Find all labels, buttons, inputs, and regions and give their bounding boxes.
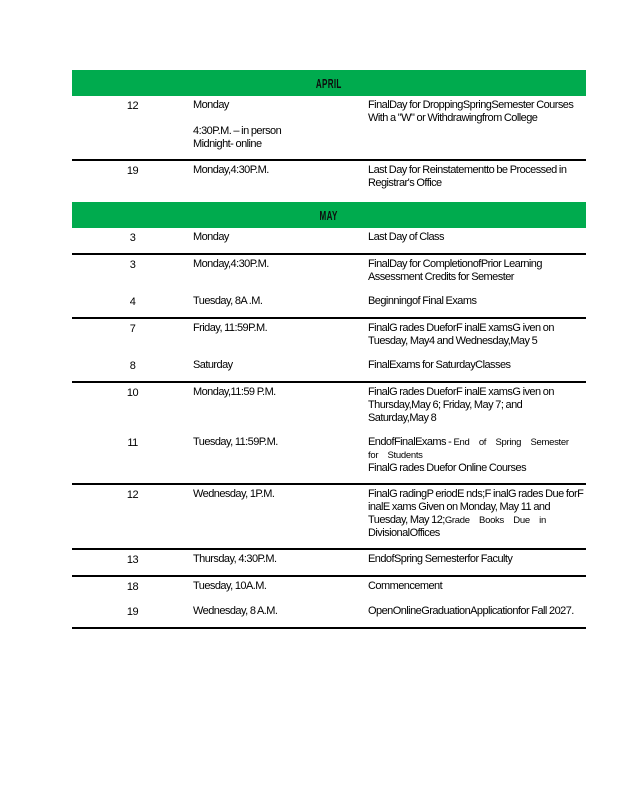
day-cell <box>193 295 368 309</box>
section-title: APRIL <box>316 75 342 91</box>
day-line: Tuesday, 8A .M. <box>193 295 263 307</box>
day-cell <box>193 553 368 567</box>
description-text: EndofFinalExams - <box>368 436 454 448</box>
date-cell: 12 <box>126 100 139 112</box>
table-row <box>72 96 586 159</box>
table-row <box>72 575 586 602</box>
section-title: MAY <box>319 207 339 223</box>
date-cell: 11 <box>127 437 138 449</box>
date-cell: 10 <box>126 387 139 399</box>
day-cell <box>193 580 368 594</box>
table-row <box>72 483 586 548</box>
date-cell: 12 <box>126 489 139 501</box>
table-row <box>72 548 586 575</box>
description-text: DivisionalOffices <box>368 527 440 539</box>
day-line: Monday,11:59 P.M. <box>193 386 276 398</box>
day-line: 4:30P.M. – in person <box>193 125 282 137</box>
date-cell: 3 <box>129 232 136 244</box>
table-row <box>72 381 586 433</box>
day-cell <box>193 386 368 425</box>
day-cell <box>193 488 368 540</box>
description-cell <box>368 488 586 540</box>
calendar-table <box>72 70 586 629</box>
table-bottom-rule <box>72 627 586 629</box>
description-text: FinalDay for DroppingSpringSemester Courses With a "W" or Withdrawingfrom College <box>368 99 574 124</box>
date-cell: 3 <box>129 259 136 271</box>
day-line: Thursday, 4:30P.M. <box>193 553 277 565</box>
description-text: Grade Books Due in <box>444 515 546 526</box>
table-row <box>72 356 586 381</box>
description-cell <box>368 605 586 619</box>
table-row <box>72 317 586 356</box>
table-row <box>72 292 586 317</box>
table-row <box>72 253 586 292</box>
day-line: Wednesday, 1P.M. <box>193 488 275 500</box>
day-line: Midnight- online <box>193 138 262 150</box>
day-line: Wednesday, 8 A.M. <box>193 605 278 617</box>
date-cell: 19 <box>126 606 139 618</box>
table-row <box>72 602 586 627</box>
description-text: Last Day of Class <box>368 231 444 243</box>
date-cell: 8 <box>129 360 136 372</box>
description-cell <box>368 359 586 373</box>
day-cell <box>193 99 368 151</box>
table-row <box>72 228 586 253</box>
day-line: Friday, 11:59P.M. <box>193 322 268 334</box>
table-row <box>72 433 586 483</box>
description-cell <box>368 553 586 567</box>
description-text: OpenOnlineGraduationApplicationfor Fall 2027. <box>368 605 574 617</box>
description-text: EndofSpring Semesterfor Faculty <box>368 553 513 565</box>
day-cell <box>193 605 368 619</box>
day-line: Monday,4:30P.M. <box>193 164 269 176</box>
calendar-section-may <box>72 202 586 627</box>
day-line: Tuesday, 11:59P.M. <box>193 436 278 448</box>
description-text: FinalG rades DueforF inalE xamsG iven on Tuesday, May4 and Wednesday,May 5 <box>368 322 554 347</box>
day-cell <box>193 322 368 348</box>
date-cell: 4 <box>129 296 136 308</box>
date-cell: 18 <box>126 581 139 593</box>
day-cell <box>193 436 368 475</box>
description-cell <box>368 580 586 594</box>
description-text: FinalDay for CompletionofPrior Learning Assessment Credits for Semester <box>368 258 542 283</box>
description-cell <box>368 258 586 284</box>
description-cell <box>368 231 586 245</box>
day-line: Monday,4:30P.M. <box>193 258 269 270</box>
description-text: Last Day for Reinstatementto be Processed in Registrar's Office <box>368 164 567 189</box>
table-row <box>72 159 586 198</box>
calendar-section-april <box>72 70 586 198</box>
description-cell <box>368 295 586 309</box>
section-header-april <box>72 70 586 96</box>
description-text: End of Spring Semester for Students <box>368 437 569 461</box>
day-line: Monday <box>193 231 229 243</box>
description-text: FinalExams for SaturdayClasses <box>368 359 511 371</box>
date-cell: 19 <box>126 165 139 177</box>
description-text: Commencement <box>368 580 443 592</box>
day-line: Tuesday, 10A.M. <box>193 580 267 592</box>
date-cell: 13 <box>126 554 139 566</box>
description-text: FinalG rades DueforF inalE xamsG iven on Thursday,May 6; Friday, May 7; and Saturday,May 8 <box>368 386 554 424</box>
day-line <box>193 112 362 125</box>
day-cell <box>193 258 368 284</box>
day-cell <box>193 164 368 190</box>
description-cell <box>368 386 586 425</box>
section-header-may <box>72 202 586 228</box>
description-text: FinalG radingP eriodE nds;F inalG rades Due forF inalE xams Given on Monday, May 11 and Tuesday, May 12; <box>368 488 584 526</box>
day-line: Monday <box>193 99 229 111</box>
description-cell <box>368 436 586 475</box>
date-cell: 7 <box>129 323 136 335</box>
day-line: Saturday <box>193 359 233 371</box>
description-cell <box>368 164 586 190</box>
description-cell <box>368 99 586 151</box>
day-cell <box>193 359 368 373</box>
day-cell <box>193 231 368 245</box>
description-cell <box>368 322 586 348</box>
description-text: FinalG rades Duefor Online Courses <box>368 462 527 474</box>
description-text: Beginningof Final Exams <box>368 295 477 307</box>
